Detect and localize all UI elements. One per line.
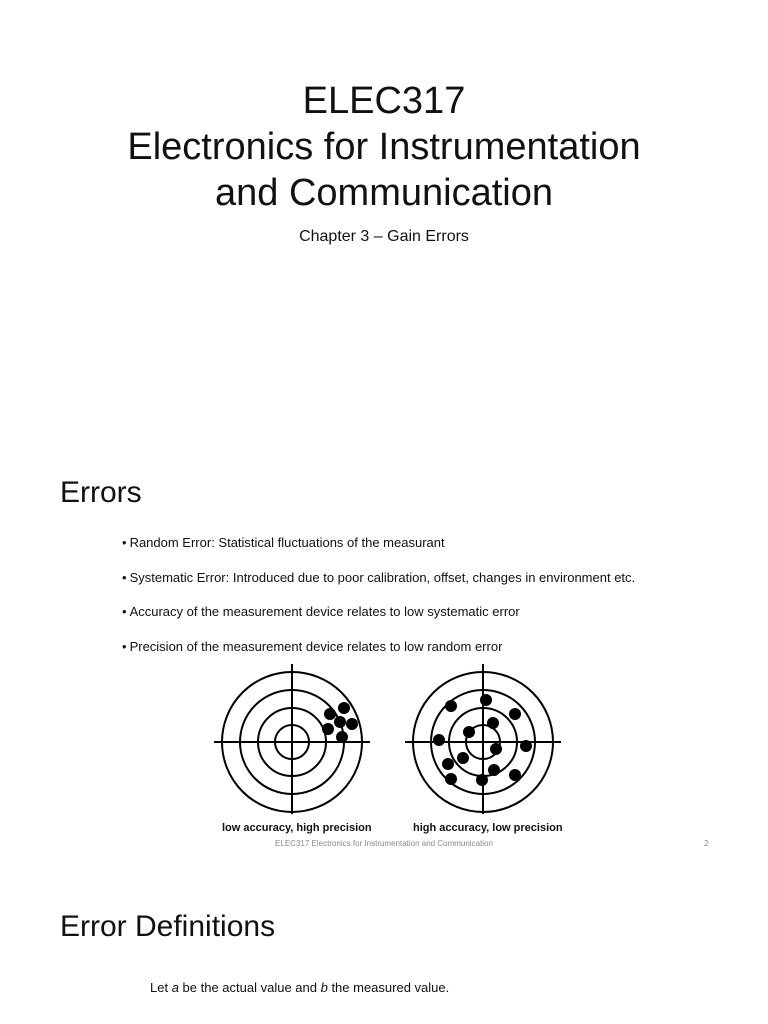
slide-footer: ELEC317 Electronics for Instrumentation and Communication xyxy=(275,839,493,848)
target-high-accuracy-low-precision xyxy=(405,664,561,814)
bullet-text: Systematic Error: Introduced due to poor calibration, offset, changes in environment etc. xyxy=(129,569,636,585)
accuracy-precision-targets-figure xyxy=(200,660,570,820)
bullet-text: Precision of the measurement device relates to low random error xyxy=(129,638,503,654)
bullet-text: Random Error: Statistical fluctuations of the measurant xyxy=(129,535,445,550)
caption-high-accuracy-low-precision: high accuracy, low precision xyxy=(413,822,563,834)
bullet-dot: • xyxy=(122,604,127,619)
bullet-accuracy xyxy=(122,603,742,638)
bullet-text: Accuracy of the measurement device relates to low systematic error xyxy=(129,604,520,619)
bullet-dot: • xyxy=(122,535,127,550)
bullet-systematic-error xyxy=(122,569,742,604)
slide1-title xyxy=(0,78,768,216)
bullet-dot: • xyxy=(122,569,127,585)
course-code: ELEC317 xyxy=(302,80,466,122)
definition-text-part2: be the actual value and xyxy=(178,980,321,995)
errors-heading: Errors xyxy=(60,476,142,509)
bullet-dot: • xyxy=(122,638,127,654)
course-title-line1: Electronics for Instrumentation xyxy=(127,126,641,168)
errors-bullet-list xyxy=(122,534,742,672)
course-title-line2: and Communication xyxy=(215,172,553,214)
bullet-random-error xyxy=(122,534,742,569)
variable-b: b xyxy=(320,980,328,995)
definition-sentence xyxy=(150,980,449,995)
chapter-subtitle: Chapter 3 – Gain Errors xyxy=(299,228,469,245)
variable-a: a xyxy=(171,980,179,995)
caption-low-accuracy-high-precision: low accuracy, high precision xyxy=(222,822,372,834)
definition-text-part3: the measured value. xyxy=(327,980,450,995)
definition-text-part1: Let xyxy=(150,980,172,995)
slide-number: 2 xyxy=(704,839,709,848)
error-definitions-heading: Error Definitions xyxy=(60,910,276,943)
